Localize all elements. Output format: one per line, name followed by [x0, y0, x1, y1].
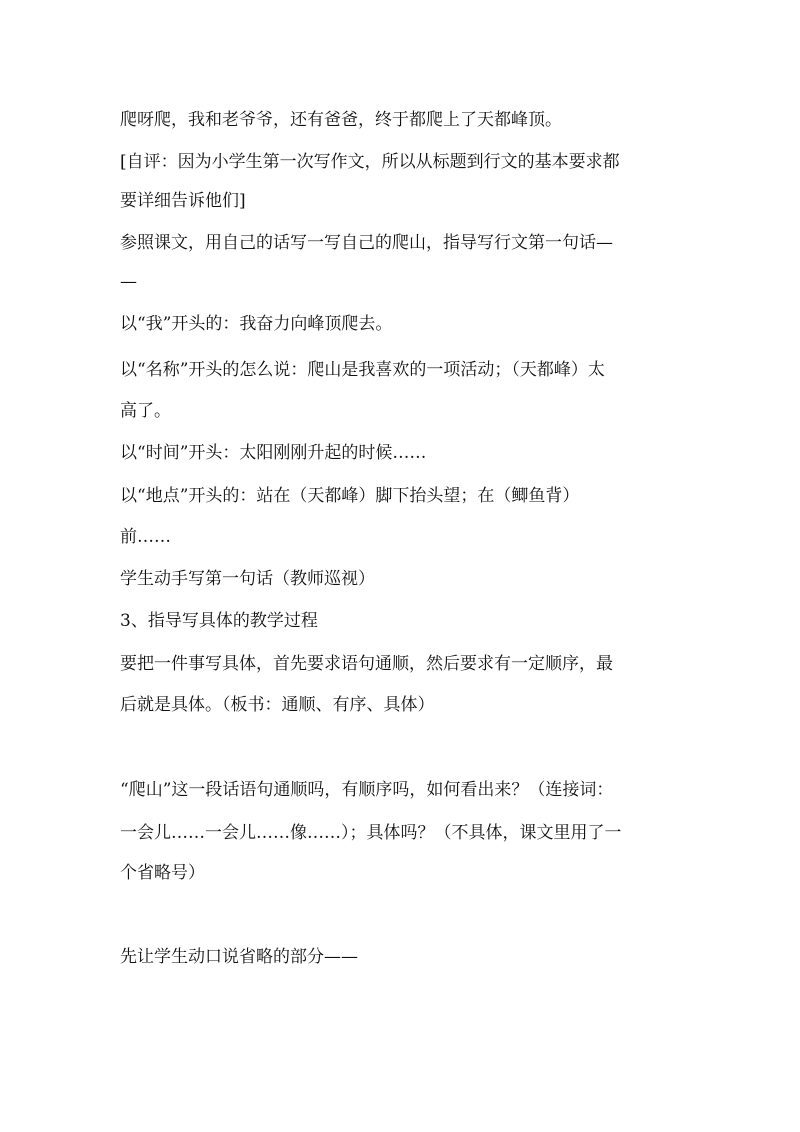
text-line: 个省略号） [120, 863, 205, 883]
text-line: 爬呀爬，我和老爷爷，还有爸爸，终于都爬上了天都峰顶。 [120, 110, 562, 130]
text-line: 要详细告诉他们] [120, 191, 246, 211]
text-line: 要把一件事写具体，首先要求语句通顺，然后要求有一定顺序，最 [120, 654, 613, 674]
text-line: 以“时间”开头：太阳刚刚升起的时候…… [120, 443, 427, 463]
text-line: 高了。 [120, 401, 171, 421]
text-line: 后就是具体。（板书：通顺、有序、具体） [120, 695, 435, 715]
text-line: 3、指导写具体的教学过程 [120, 611, 318, 631]
text-line: 先让学生动口说省略的部分—— [120, 947, 358, 967]
text-line: 一会儿……一会儿……像……）；具体吗？（不具体，课文里用了一 [120, 823, 622, 843]
text-line: 以“我”开头的：我奋力向峰顶爬去。 [120, 314, 393, 334]
text-line: [自评：因为小学生第一次写作文，所以从标题到行文的基本要求都 [120, 152, 620, 172]
text-line: 参照课文，用自己的话写一写自己的爬山，指导写行文第一句话— [120, 233, 613, 253]
text-line: 学生动手写第一句话（教师巡视） [120, 569, 375, 589]
text-line: 以“地点”开头的：站在（天都峰）脚下抬头望；在（鲫鱼背） [120, 486, 580, 506]
text-line: “爬山”这一段话语句通顺吗，有顺序吗，如何看出来？（连接词： [120, 780, 614, 800]
text-line: — [120, 272, 137, 292]
text-line: 以“名称”开头的怎么说：爬山是我喜欢的一项活动；（天都峰）太 [120, 360, 605, 380]
text-line: 前…… [120, 527, 171, 547]
